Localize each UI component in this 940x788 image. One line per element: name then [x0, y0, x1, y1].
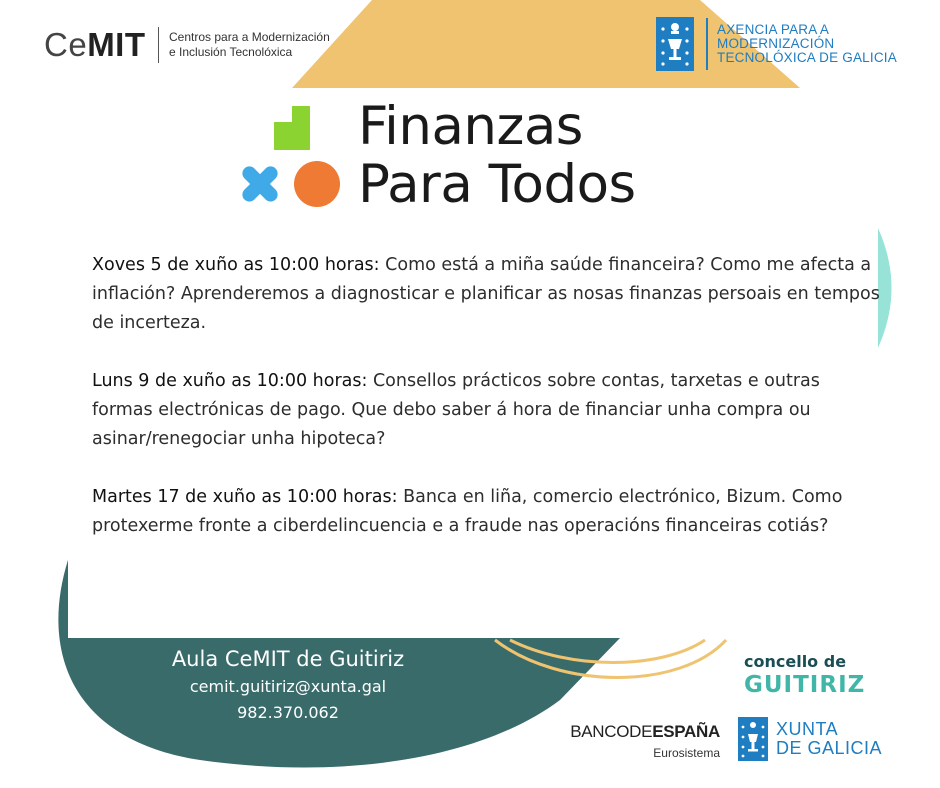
finanzas-cross-icon: [239, 163, 280, 204]
cemit-subtitle: Centros para a Modernización e Inclusión Tecnolóxica: [169, 30, 330, 59]
session-item: [92, 251, 882, 338]
agency-name: AXENCIA PARA A MODERNIZACIÓN TECNOLÓXICA DE GALICIA: [717, 22, 897, 65]
cemit-logo: [44, 26, 330, 64]
session-description: Consellos prácticos sobre contas, tarxetas e outras formas electrónicas de pago. Que debo saber á hora de financiar unha compra ou asinar/renegociar unha hipoteca?: [92, 371, 820, 449]
venue-info: [70, 644, 506, 726]
banco-espana-logo: [540, 722, 720, 760]
venue-name: Aula CeMIT de Guitiriz: [171, 647, 405, 671]
venue-phone[interactable]: 982.370.062: [237, 703, 339, 722]
session-date: Luns 9 de xuño as 10:00 horas:: [92, 371, 368, 391]
finanzas-steps-icon: [274, 106, 310, 150]
session-description: Banca en liña, comercio electrónico, Bizum. Como protexerme fronte a ciberdelincuencia e a fraude nas operacións financeiras cotiás?: [92, 487, 843, 536]
session-item: [92, 483, 882, 541]
session-date: Martes 17 de xuño as 10:00 horas:: [92, 487, 398, 507]
session-item: [92, 367, 882, 454]
finanzas-mark: [236, 100, 356, 212]
concello-label: concello de: [744, 652, 847, 671]
banco-name: BANCODEESPAÑA: [570, 722, 720, 741]
concello-name: GUITIRIZ: [744, 672, 866, 698]
cemit-wordmark: CeMIT: [44, 26, 146, 63]
agency-divider: [706, 18, 708, 70]
title-line-2: Para Todos: [358, 154, 636, 215]
cemit-divider: [158, 27, 160, 63]
galicia-shield-icon: [738, 717, 768, 761]
concello-logo: [744, 652, 865, 699]
session-date: Xoves 5 de xuño as 10:00 horas:: [92, 255, 380, 275]
session-description: Como está a miña saúde financeira? Como me afecta a inflación? Aprenderemos a diagnosticar e planificar as nosas finanzas persoais en tempos de incerteza.: [92, 255, 880, 333]
agency-logo: [656, 17, 897, 71]
finanzas-circle-icon: [294, 161, 340, 207]
venue-email[interactable]: cemit.guitiriz@xunta.gal: [189, 677, 387, 696]
title-line-1: Finanzas: [358, 96, 583, 157]
xunta-logo: [738, 717, 882, 761]
galicia-shield-icon: [656, 17, 694, 71]
sessions-list: [92, 251, 882, 570]
banco-subtitle: Eurosistema: [653, 746, 720, 760]
finanzas-title-logo: [236, 96, 686, 215]
xunta-name: XUNTA DE GALICIA: [776, 719, 883, 758]
